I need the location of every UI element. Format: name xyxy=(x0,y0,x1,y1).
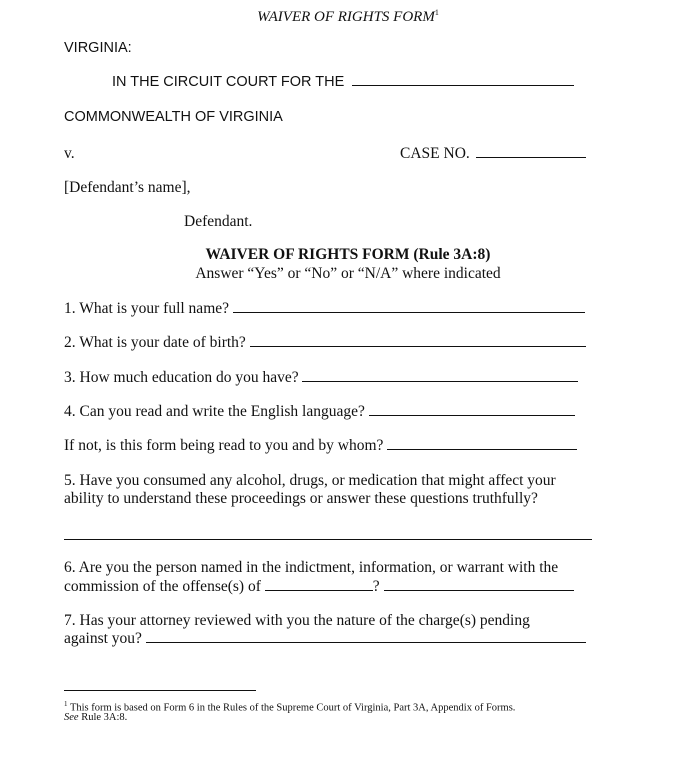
answer-5-blank[interactable] xyxy=(64,539,592,540)
document-title xyxy=(0,8,696,26)
question-6-mark: ? xyxy=(372,578,380,595)
title-text: WAIVER OF RIGHTS FORM xyxy=(257,9,435,25)
question-3 xyxy=(64,369,578,387)
form-instruction: Answer “Yes” or “No” or “N/A” where indicated xyxy=(195,265,501,282)
offense-blank[interactable] xyxy=(265,590,373,591)
answer-2-blank[interactable] xyxy=(250,346,586,347)
question-1 xyxy=(64,300,585,318)
question-6-line-2 xyxy=(64,578,574,596)
question-4-text: 4. Can you read and write the English language? xyxy=(64,403,365,420)
footnote-mark: 1 xyxy=(64,700,68,708)
case-number-blank[interactable] xyxy=(476,157,586,158)
footnote-see: See xyxy=(64,712,79,723)
footnote-text: This form is based on Form 6 in the Rules of the Supreme Court of Virginia, Part 3A, Appendix of Forms. xyxy=(69,702,516,714)
answer-1-blank[interactable] xyxy=(233,312,585,313)
footnote-rule-ref: Rule 3A:8. xyxy=(81,712,128,723)
court-label: IN THE CIRCUIT COURT FOR THE xyxy=(112,74,345,90)
question-7-line-1: 7. Has your attorney reviewed with you the nature of the charge(s) pending xyxy=(64,612,530,629)
question-3-text: 3. How much education do you have? xyxy=(64,369,299,386)
question-1-text: 1. What is your full name? xyxy=(64,300,230,317)
case-number-line xyxy=(400,145,586,163)
state-label: VIRGINIA: xyxy=(64,40,132,56)
question-2-text: 2. What is your date of birth? xyxy=(64,334,246,351)
answer-6-blank[interactable] xyxy=(384,590,574,591)
question-4b-text: If not, is this form being read to you and by whom? xyxy=(64,437,384,454)
footnote-line-1 xyxy=(64,698,515,715)
defendant-name: [Defendant’s name], xyxy=(64,179,191,196)
footnote-line-2 xyxy=(64,711,127,724)
answer-7-blank[interactable] xyxy=(146,642,586,643)
question-7-line-2 xyxy=(64,630,586,648)
versus-label: v. xyxy=(64,145,75,162)
question-6-text: commission of the offense(s) of xyxy=(64,578,261,595)
question-6-line-1: 6. Are you the person named in the indictment, information, or warrant with the xyxy=(64,559,559,576)
question-5-line-1: 5. Have you consumed any alcohol, drugs, or medication that might affect your xyxy=(64,472,556,489)
court-line xyxy=(112,74,574,90)
answer-3-blank[interactable] xyxy=(302,381,578,382)
question-4 xyxy=(64,403,575,421)
case-number-label: CASE NO. xyxy=(400,145,470,162)
footnote-divider xyxy=(64,690,256,691)
form-heading: WAIVER OF RIGHTS FORM (Rule 3A:8) xyxy=(205,246,491,263)
question-4b xyxy=(64,437,577,455)
question-2 xyxy=(64,334,586,352)
plaintiff-name: COMMONWEALTH OF VIRGINIA xyxy=(64,109,283,125)
title-footnote-mark: 1 xyxy=(434,8,439,17)
defendant-label: Defendant. xyxy=(184,213,253,230)
answer-4b-blank[interactable] xyxy=(387,449,577,450)
question-7-text: against you? xyxy=(64,630,142,647)
answer-4-blank[interactable] xyxy=(369,415,575,416)
question-5-line-2: ability to understand these proceedings or answer these questions truthfully? xyxy=(64,490,538,507)
court-name-blank[interactable] xyxy=(352,85,574,86)
